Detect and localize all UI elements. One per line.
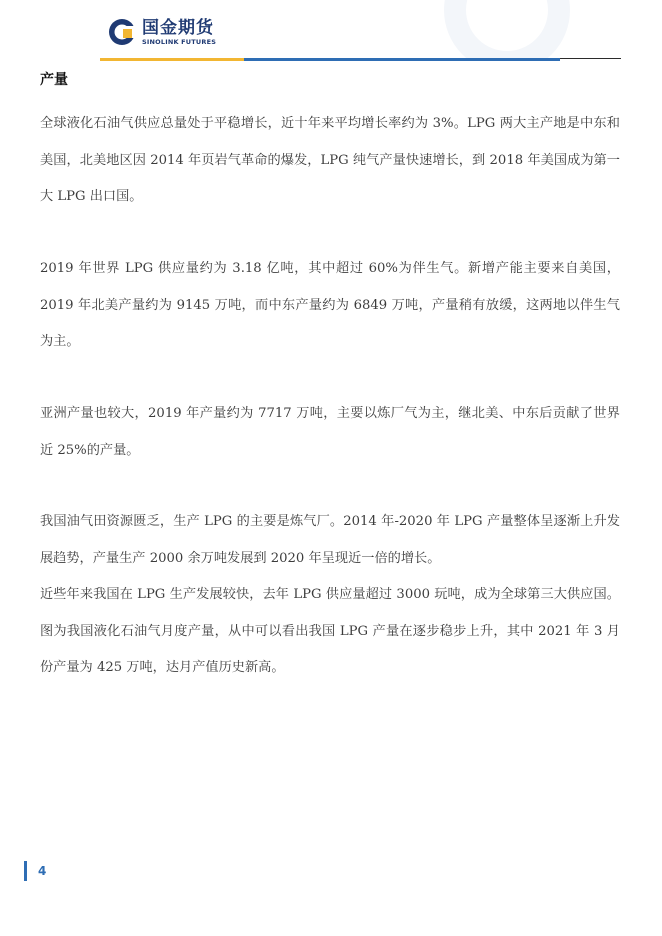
company-name-cn: 国金期货	[142, 18, 214, 38]
section-title: 产量	[40, 72, 68, 88]
paragraph-2019-supply: 2019 年世界 LPG 供应量约为 3.18 亿吨，其中超过 60%为伴生气。新增产能主要来自美国，2019 年北美产量约为 9145 万吨，而中东产量约为 6849 万吨，产量稍有放缓，这两地以伴生气为主。	[40, 261, 620, 349]
paragraph-asia-production: 亚洲产量也较大，2019 年产量约为 7717 万吨，主要以炼厂气为主，继北美、中东后贡献了世界近 25%的产量。	[40, 406, 620, 458]
page-header	[0, 0, 662, 64]
company-name-en: SINOLINK FUTURES	[142, 38, 217, 46]
paragraph-china-recent: 近些年来我国在 LPG 生产发展较快，去年 LPG 供应量超过 3000 玩吨，成为全球第三大供应国。图为我国液化石油气月度产量，从中可以看出我国 LPG 产量在逐步稳步上升，其中 2021 年 3 月份产量为 425 万吨，达月产值历史新高。	[40, 587, 620, 675]
header-accent-gold	[100, 58, 244, 61]
sinolink-watermark-icon	[432, 0, 582, 60]
footer-accent-bar	[24, 861, 27, 881]
page-number: 4	[38, 864, 47, 878]
sinolink-logo-icon	[108, 18, 136, 46]
header-accent-blue	[244, 58, 560, 61]
paragraph-china-resources: 我国油气田资源匮乏，生产 LPG 的主要是炼气厂。2014 年-2020 年 LPG 产量整体呈逐渐上升发展趋势，产量生产 2000 余万吨发展到 2020 年呈现近一倍的增长。	[40, 514, 620, 566]
paragraph-global-supply: 全球液化石油气供应总量处于平稳增长，近十年来平均增长率约为 3%。LPG 两大主产地是中东和美国，北美地区因 2014 年页岩气革命的爆发，LPG 纯气产量快速增长，到 2018 年美国成为第一大 LPG 出口国。	[40, 116, 620, 204]
